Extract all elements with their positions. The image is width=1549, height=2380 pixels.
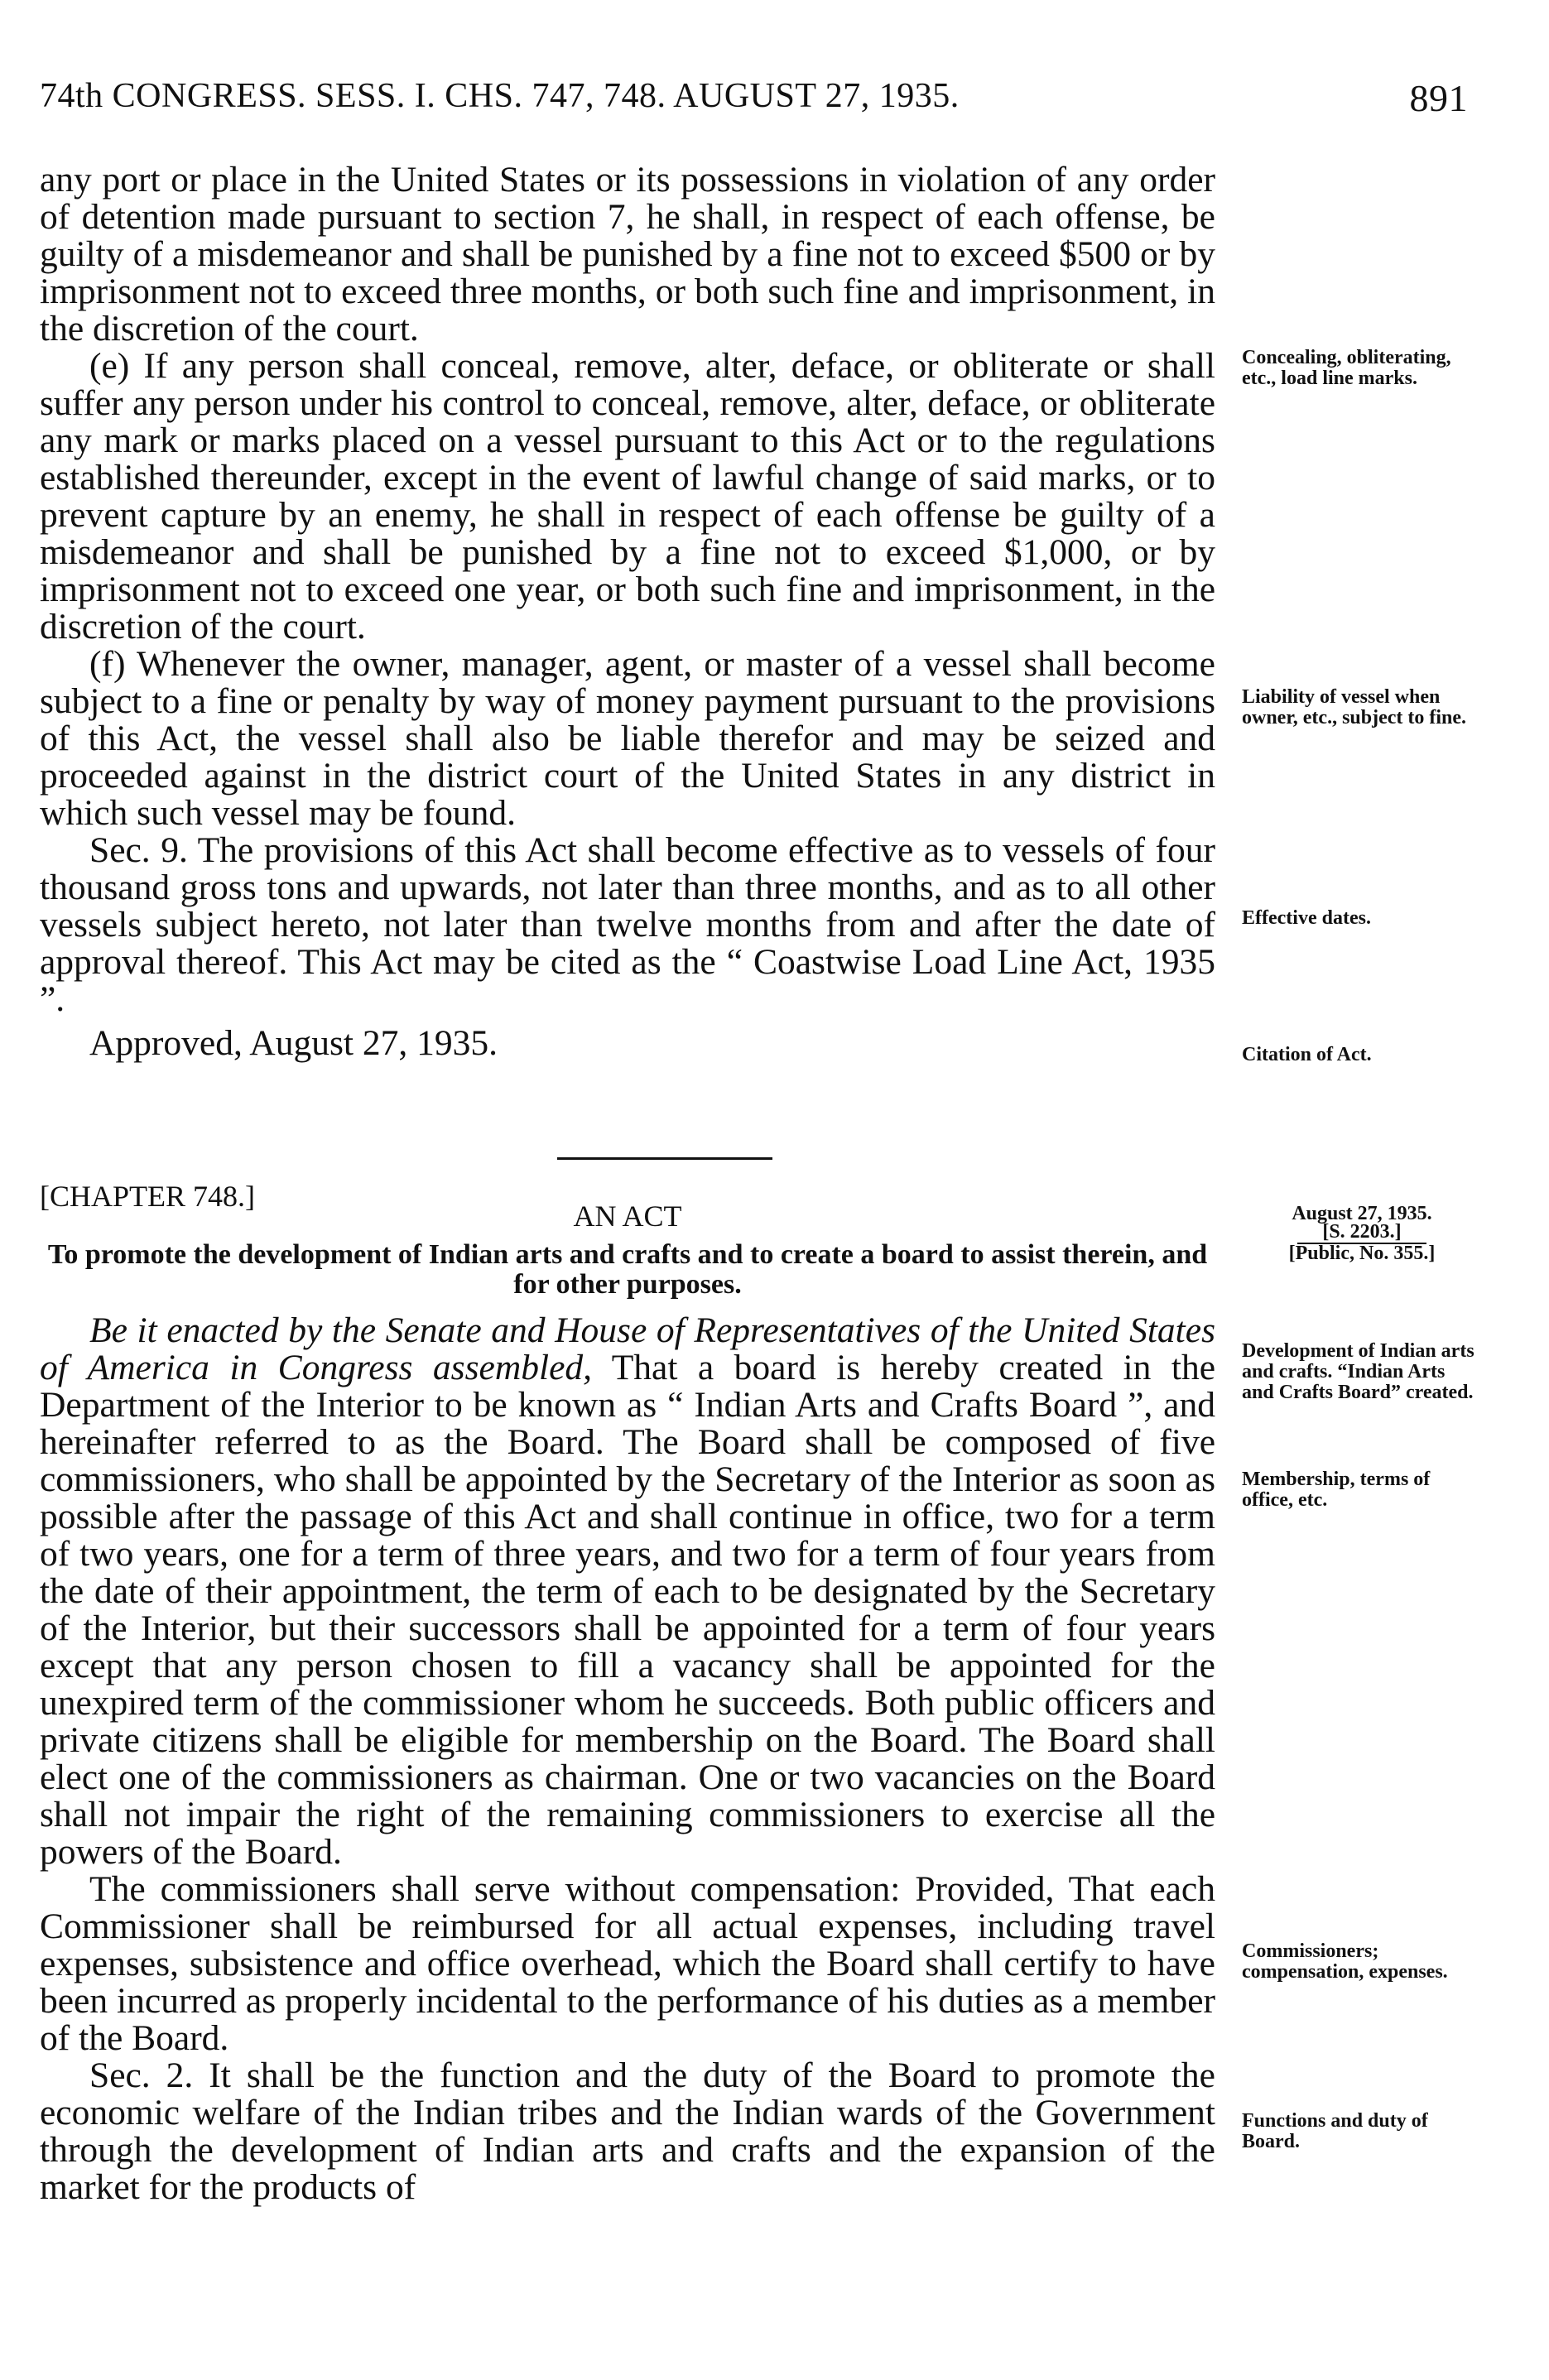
margin-note-concealing: Concealing, obliterating, etc., load line marks. (1242, 347, 1451, 389)
paragraph-continuation: any port or place in the United States or its possessions in violation of any order of detention made pursuant to section 7, he shall, in respect of each offense, be guilty of a misdemeanor and shall be punished by a fine not to exceed $500 or by imprisonment not to exceed three months, or both such fine and imprisonment, in the discretion of the court. (40, 160, 1215, 349)
paragraph-e: (e) If any person shall conceal, remove, alter, deface, or obliterate or shall suffer any person under his control to conceal, remove, alter, deface, or obliterate any mark or marks placed on a vessel pursuant to this Act or to the regulations established thereunder, except in the event of lawful change of said marks, or to prevent capture by an enemy, he shall in respect of each offense be guilty of a misdemeanor and shall be punished by a fine not to exceed $1,000, or by imprisonment not to exceed one year, or both such fine and imprisonment, in the discretion of the court. (40, 346, 1215, 647)
running-head: 74th CONGRESS. SESS. I. CHS. 747, 748. AUGUST 27, 1935. (40, 77, 960, 115)
margin-note-membership: Membership, terms of office, etc. (1242, 1469, 1431, 1511)
section-1 (40, 1312, 1215, 1871)
enactment-side-info (1242, 1204, 1482, 1262)
act-description: To promote the development of Indian arts and crafts and to create a board to assist therein, and for other purposes. (47, 1239, 1208, 1300)
enactment-date: August 27, 1935. (1292, 1203, 1432, 1224)
margin-note-effective: Effective dates. (1242, 907, 1371, 929)
paragraph-f: (f) Whenever the owner, manager, agent, or master of a vessel shall become subject to a fine or penalty by way of money payment pursuant to the provisions of this Act, the vessel shall also be liable therefor and may be seized and proceeded against in the district court of the United States in any district in which such vessel may be found. (40, 644, 1215, 833)
act-title: AN ACT (573, 1200, 682, 1233)
compensation-paragraph: The commissioners shall serve without compensation: Provided, That each Commissioner shall be reimbursed for all actual expenses, including travel expenses, subsistence and office overhead, which the Board shall certify to have been incurred as properly incidental to the performance of his duties as a member of the Board. (40, 1869, 1215, 2058)
main-text-top (40, 161, 1215, 1062)
public-law-number: [Public, No. 355.] (1288, 1243, 1436, 1264)
margin-note-functions: Functions and duty of Board. (1242, 2110, 1428, 2152)
page-number: 891 (1409, 77, 1468, 119)
margin-note-liability: Liability of vessel when owner, etc., subject to fine. (1242, 686, 1467, 728)
margin-note-development: Development of Indian arts and crafts. “Indian Arts and Crafts Board” created. (1242, 1340, 1474, 1403)
chapter-label: [CHAPTER 748.] (40, 1180, 255, 1213)
enacting-clause: Be it enacted by the Senate and House of Representatives of the United States of America in Congress assembled, (40, 1310, 1215, 1387)
section-1-text: That a board is hereby created in the Department of the Interior to be known as “ Indian Arts and Crafts Board ”, and hereinafter referred to as the Board. The Board shall be composed of five commissioners, who shall be appointed by the Secretary of the Interior as soon as possible after the passage of this Act and shall continue in office, two for a term of two years, one for a term of three years, and two for a term of four years from the date of their appointment, the term of each to be designated by the Secretary of the Interior, but their successors shall be appointed for a term of four years except that any person chosen to fill a vacancy shall be appointed for the unexpired term of the commissioner whom he succeeds. Both public officers and private citizens shall be eligible for membership on the Board. The Board shall elect one of the commissioners as chairman. One or two vacancies on the Board shall not impair the right of the remaining commissioners to exercise all the powers of the Board. (40, 1348, 1215, 1872)
separator-rule (557, 1157, 772, 1160)
bill-number (1242, 1223, 1482, 1244)
section-9: Sec. 9. The provisions of this Act shall become effective as to vessels of four thousand gross tons and upwards, not later than three months, and as to all other vessels subject hereto, not later than twelve months from and after the date of approval thereof. This Act may be cited as the “ Coastwise Load Line Act, 1935 ”. (40, 830, 1215, 1019)
page-header (40, 76, 1468, 119)
margin-note-commissioners: Commissioners; compensation, expenses. (1242, 1940, 1448, 1983)
main-text-bottom (40, 1312, 1215, 2206)
section-2: Sec. 2. It shall be the function and the duty of the Board to promote the economic welfare of the Indian tribes and the Indian wards of the Government through the development of Indian arts and crafts and the expansion of the market for the products of (40, 2055, 1215, 2207)
margin-note-citation: Citation of Act. (1242, 1044, 1372, 1065)
approval-line: Approved, August 27, 1935. (89, 1023, 498, 1063)
bill-number-text: [S. 2203.] (1297, 1223, 1426, 1244)
